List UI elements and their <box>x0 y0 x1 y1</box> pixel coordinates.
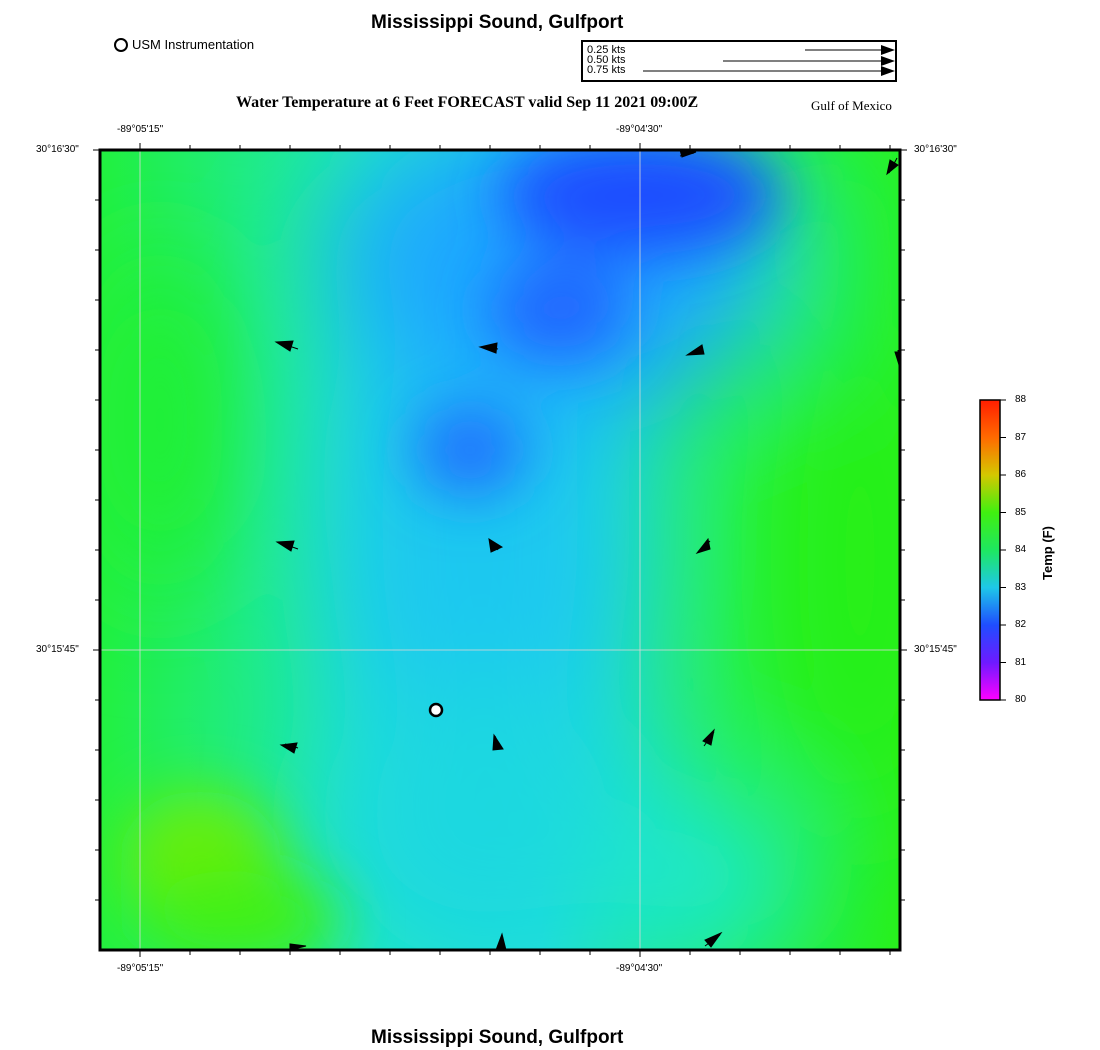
lon-tick-label: -89°04'30" <box>616 963 663 974</box>
vector-key-label: 0.25 kts <box>587 44 626 56</box>
colorbar-tick-label: 85 <box>1015 507 1027 518</box>
lat-tick-label: 30°15'45" <box>914 644 957 655</box>
footer-title: Mississippi Sound, Gulfport <box>371 1027 624 1048</box>
map-title: Mississippi Sound, Gulfport <box>371 12 624 33</box>
colorbar-tick-label: 80 <box>1015 694 1027 705</box>
lon-tick-label: -89°04'30" <box>616 124 663 135</box>
forecast-title: Water Temperature at 6 Feet FORECAST valid Sep 11 2021 09:00Z <box>236 94 699 111</box>
lat-tick-label: 30°15'45" <box>36 644 79 655</box>
colorbar-tick-label: 81 <box>1015 657 1027 668</box>
lon-tick-label: -89°05'15" <box>117 124 164 135</box>
colorbar-tick-label: 82 <box>1015 619 1027 630</box>
colorbar-tick-label: 84 <box>1015 544 1027 555</box>
temperature-field <box>80 110 950 970</box>
region-label: Gulf of Mexico <box>811 98 892 113</box>
vector-key-label: 0.50 kts <box>587 54 626 66</box>
colorbar-title: Temp (F) <box>1040 526 1055 580</box>
vector-key-label: 0.75 kts <box>587 64 626 76</box>
lat-tick-label: 30°16'30" <box>36 144 79 155</box>
station-legend-label: USM Instrumentation <box>132 37 255 52</box>
colorbar-tick-label: 88 <box>1015 394 1027 405</box>
lat-tick-label: 30°16'30" <box>914 144 957 155</box>
temperature-colorbar <box>975 395 1007 705</box>
colorbar-tick-label: 87 <box>1015 432 1027 443</box>
colorbar-tick-label: 83 <box>1015 582 1027 593</box>
lon-tick-label: -89°05'15" <box>117 963 164 974</box>
colorbar-tick-label: 86 <box>1015 469 1027 480</box>
usm-station-marker <box>430 704 442 716</box>
